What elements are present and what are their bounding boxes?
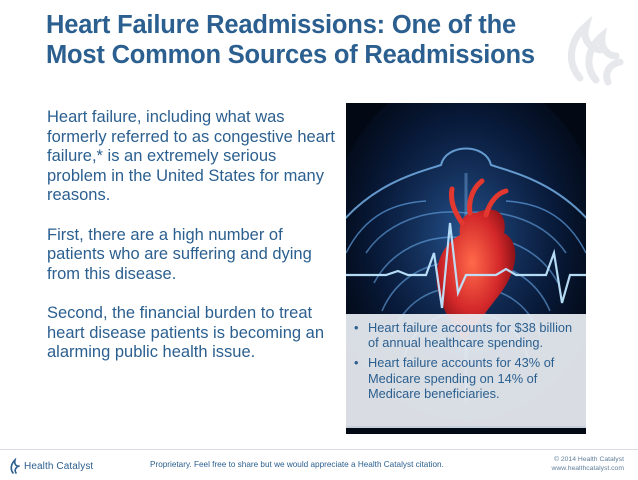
footer-logo [10,458,93,474]
slide-title [46,10,616,70]
footer-brand: Health Catalyst [24,460,94,472]
copyright-text: © 2014 Health Catalyst [554,456,624,463]
footer-citation-note: Proprietary. Feel free to share but we would appreciate a Health Catalyst citation. [150,460,444,469]
body-paragraph: Second, the financial burden to treat heart disease patients is becoming an alarming public health issue. [47,303,325,362]
body-paragraph: First, there are a high number of patients who are suffering and dying from this disease. [47,225,312,283]
website-link[interactable]: www.healthcatalyst.com [551,465,624,472]
body-paragraph: Heart failure, including what was formerly referred to as congestive heart failure,* is an extremely serious problem in the United States for many reasons. [47,108,335,205]
title-line-2: Most Common Sources of Readmissions [46,41,535,69]
footer-copyright [551,455,624,473]
body-text [47,108,337,382]
stats-list [346,314,586,401]
stats-callout [346,314,586,428]
stats-bullet: • Heart failure accounts for $38 billion of annual healthcare spending. [354,320,578,350]
footer [0,449,638,480]
title-line-1: Heart Failure Readmissions: One of the [46,11,516,39]
flame-logo-icon [10,458,22,474]
stats-bullet: • Heart failure accounts for 43% of Medicare spending on 14% of Medicare beneficiaries. [354,355,578,401]
